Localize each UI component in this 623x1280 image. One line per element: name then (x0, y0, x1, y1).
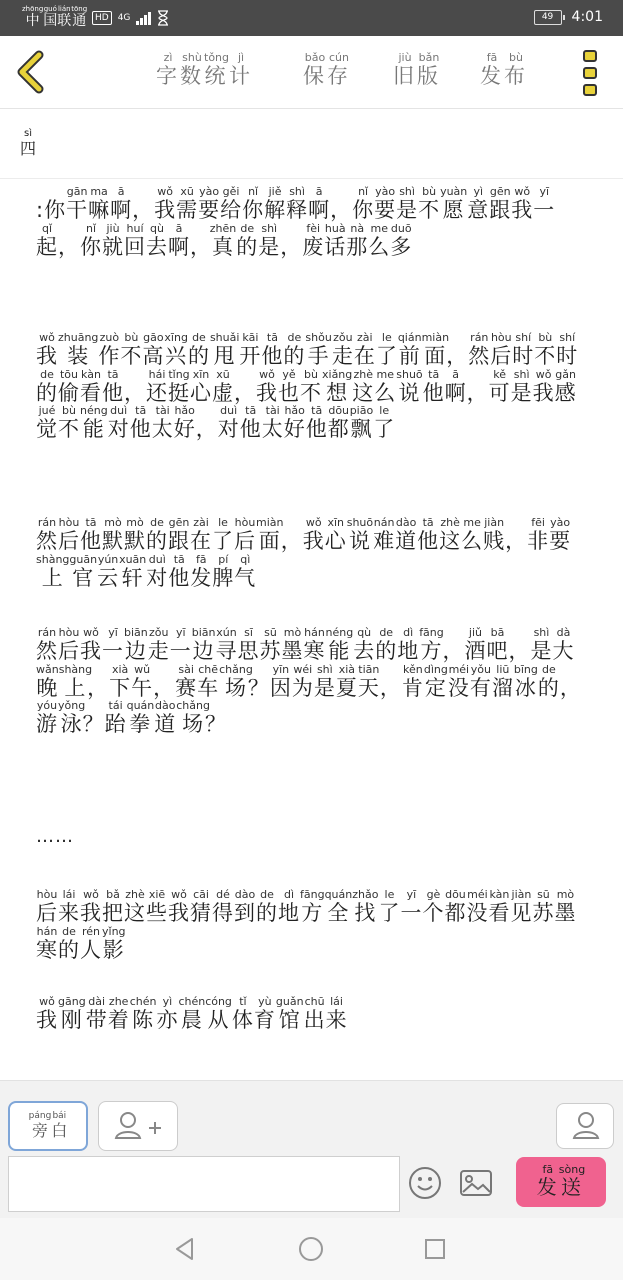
toolbar-action-char: 统tǒng (204, 51, 229, 88)
status-bar (0, 0, 623, 36)
story-char: 刚gāng (58, 995, 86, 1032)
story-char: 作zuò (98, 331, 121, 368)
story-char: 到dào (234, 888, 256, 925)
story-char: 他tā (239, 404, 262, 442)
story-char: 不bù (300, 367, 322, 405)
story-char: 想xiǎng (322, 367, 353, 405)
story-char: 可kě (488, 367, 511, 405)
story-char: 陈chén (129, 995, 157, 1032)
hd-badge: HD (92, 11, 112, 25)
story-char: 后hòu (490, 331, 513, 368)
story-char: 飘piāo (349, 404, 374, 442)
story-char: 育yù (253, 995, 276, 1032)
story-char: 啊ā (110, 185, 133, 222)
story-punctuation: ， (124, 380, 146, 405)
story-char: 我wǒ (80, 626, 102, 663)
story-char: 场chǎng (219, 662, 253, 700)
story-char: 就jiù (102, 221, 124, 259)
story-char: 为wéi (291, 662, 314, 700)
story-char: 了le (375, 331, 398, 368)
chapter-number (20, 128, 36, 159)
carrier-char: 中zhōng (22, 5, 44, 29)
story-char: 是shì (510, 367, 533, 405)
carrier-char: 联lián (57, 5, 72, 29)
story-char: 释shì (286, 185, 309, 222)
story-char: 他tā (261, 331, 284, 368)
story-char: 些xiē (146, 888, 168, 925)
story-char: 么me (374, 367, 397, 405)
story-char: 是shì (258, 221, 281, 259)
story-char: 我wǒ (168, 888, 190, 925)
story-char: 啊ā (308, 185, 331, 222)
input-panel (0, 1080, 623, 1219)
story-char: 拳quán (126, 699, 155, 737)
story-char: 没méi (466, 888, 489, 925)
story-punctuation: ， (195, 417, 218, 442)
story-punctuation: ？ (247, 675, 270, 700)
carrier-label (22, 5, 87, 28)
story-char: 云yún (97, 552, 120, 590)
carrier-char: 国guó (43, 5, 58, 29)
story-char: 要yào (374, 185, 397, 222)
story-char: 溜liū (491, 662, 514, 700)
network-label: 4G (117, 13, 131, 23)
story-char: 我wǒ (36, 331, 58, 368)
story-char: 场chǎng (176, 699, 210, 737)
story-char: 还hái (146, 367, 168, 405)
story-char: 发fā (190, 552, 213, 590)
story-char: 手shǒu (305, 331, 332, 368)
story-char: 走zǒu (147, 626, 170, 663)
triangle-back-icon[interactable] (172, 1236, 198, 1262)
story-char: 全quán (324, 888, 353, 925)
story-char: 废fèi (302, 221, 325, 259)
story-char: 晚wǎn (36, 662, 59, 700)
story-char: 道dào (154, 699, 177, 737)
publish-button[interactable] (480, 52, 528, 90)
story-char: 偷tōu (58, 367, 80, 405)
story-char: 轩xuān (119, 552, 147, 590)
story-punctuation: ， (234, 380, 256, 405)
story-char: 的de (256, 888, 278, 925)
story-punctuation: ， (559, 675, 582, 700)
user-icon (557, 1104, 615, 1150)
story-paragraph (36, 517, 596, 596)
story-char: 夏xià (335, 662, 358, 700)
story-char: 我wǒ (532, 367, 555, 405)
story-char: 对duì (107, 404, 130, 442)
story-char: 一yī (102, 626, 124, 663)
story-char: 好hǎo (283, 404, 306, 442)
story-char: 你nǐ (242, 185, 265, 222)
story-char: 官guān (69, 552, 98, 590)
story-char: 的de (187, 331, 210, 368)
story-char: 然rán (36, 626, 58, 663)
story-char: 高gāo (142, 331, 165, 368)
story-char: 寻xún (215, 626, 238, 663)
story-char: 赛sài (175, 662, 198, 700)
story-char: 说shuō (396, 367, 423, 405)
story-char: 多duō (390, 221, 413, 259)
story-char: 然rán (36, 516, 58, 553)
message-input[interactable] (8, 1156, 400, 1212)
story-char: 我wǒ (36, 995, 58, 1032)
story-char: 我wǒ (154, 185, 177, 222)
add-role-button[interactable] (98, 1101, 178, 1151)
story-punctuation: ， (280, 234, 303, 259)
toolbar-action-char: 版bǎn (417, 51, 441, 88)
clock: 4:01 (571, 9, 603, 25)
narration-button[interactable] (8, 1101, 88, 1151)
story-char: 道dào (395, 516, 418, 553)
story-char: 嘛ma (88, 185, 111, 222)
story-char: 有yǒu (469, 662, 492, 700)
story-char: 走zǒu (331, 331, 354, 368)
story-char: 我wǒ (80, 888, 102, 925)
story-char: 地dì (397, 626, 420, 663)
send-button[interactable] (516, 1157, 606, 1207)
story-char: 虚xū (212, 367, 234, 405)
story-char: 着zhe (107, 995, 130, 1032)
more-vertical-icon[interactable] (578, 48, 602, 98)
story-char: 的de (537, 662, 560, 700)
story-char: 感gǎn (554, 367, 577, 405)
story-char: 没méi (447, 662, 470, 700)
story-char: 体tǐ (231, 995, 254, 1032)
story-char: 是shì (396, 185, 419, 222)
story-char: 后hòu (36, 888, 58, 925)
story-char: 的de (375, 626, 398, 663)
story-char: 觉jué (36, 404, 58, 442)
story-char: 酒jiǔ (464, 626, 487, 663)
story-char: 猜cāi (190, 888, 212, 925)
story-char: 车chē (197, 662, 220, 700)
story-punctuation: ， (280, 529, 303, 553)
story-char: 人rén (80, 924, 102, 962)
story-char: 后hòu (58, 626, 80, 663)
story-char: 兴xīng (164, 331, 188, 368)
story-char: 他tā (422, 367, 445, 405)
story-punctuation: ， (132, 198, 155, 222)
send-label-char: 发fā (536, 1163, 559, 1199)
story-char: 他tā (305, 404, 328, 442)
story-char: 因yīn (269, 662, 292, 700)
story-char: 解jiě (264, 185, 287, 222)
story-char: 苏sū (532, 888, 555, 925)
story-char: 游yóu (36, 699, 58, 737)
carrier-char: 通tōng (71, 5, 88, 29)
story-char: 出chū (303, 995, 326, 1032)
story-punctuation: ， (190, 234, 212, 259)
story-char: 面miàn (256, 516, 284, 553)
story-char: 也yě (278, 367, 300, 405)
story-char: 这zhè (439, 516, 462, 553)
story-char: 真zhēn (209, 221, 237, 259)
story-paragraph (36, 186, 596, 265)
ellipsis-text: …… (36, 826, 74, 847)
story-char: 贱jiàn (483, 516, 506, 553)
editor-toolbar (0, 36, 623, 109)
story-punctuation: ， (379, 675, 402, 700)
story-char: 面miàn (421, 331, 450, 368)
story-char: 去qù (146, 221, 168, 259)
story-char: 都dōu (327, 404, 350, 442)
user-button[interactable] (556, 1103, 614, 1149)
story-char: 晨chén (178, 995, 206, 1032)
story-char: 方fāng (300, 888, 325, 925)
story-char: 不bù (418, 185, 441, 222)
story-char: 下xià (109, 662, 132, 700)
user-plus-icon (99, 1102, 179, 1152)
story-char: 挺tǐng (168, 367, 190, 405)
story-char: 一yī (169, 626, 192, 663)
story-char: 定dìng (423, 662, 448, 700)
story-char: 起qǐ (36, 221, 58, 259)
story-char: 得dé (212, 888, 234, 925)
story-char: 在zài (353, 331, 376, 368)
story-char: 他tā (417, 516, 440, 553)
story-char: 啊ā (444, 367, 467, 405)
story-char: 不bù (534, 331, 557, 368)
toolbar-action-char: 发fā (480, 51, 504, 88)
battery-icon (534, 10, 562, 25)
square-recents-icon[interactable] (424, 1238, 446, 1260)
save-button[interactable] (303, 52, 351, 90)
story-char: 那nà (346, 221, 369, 259)
story-char: 思sī (237, 626, 260, 663)
story-char: 默mò (124, 516, 146, 553)
narration-label-char: 旁páng (28, 1111, 52, 1140)
story-char: 边biān (124, 626, 148, 663)
story-paragraph (36, 996, 348, 1039)
story-char: 的de (283, 331, 306, 368)
story-char: 我wǒ (256, 367, 278, 405)
system-nav-bar (0, 1218, 623, 1280)
chapter-char: 四sì (20, 128, 37, 158)
story-punctuation: ， (330, 198, 353, 222)
story-char: 泳yǒng (58, 699, 86, 737)
story-char: 他tā (102, 367, 124, 405)
story-char: 对duì (217, 404, 240, 442)
story-char: 见jiàn (510, 888, 533, 925)
story-char: 找zhǎo (352, 888, 379, 925)
story-char: 时shí (556, 331, 579, 368)
image-icon[interactable] (458, 1167, 494, 1199)
story-char: 寒hán (303, 626, 326, 663)
story-char: 啊ā (168, 221, 190, 259)
story-char: 大dà (552, 626, 575, 663)
story-punctuation: ？ (204, 712, 227, 737)
story-char: 这zhè (352, 367, 375, 405)
story-char: 非fēi (527, 516, 550, 553)
story-char: 冰bīng (513, 662, 538, 700)
signal-icon (136, 11, 151, 25)
story-char: 的de (58, 924, 80, 962)
story-char: 跟gēn (489, 185, 512, 222)
story-char: 来lái (58, 888, 80, 925)
story-char: 的de (36, 367, 58, 405)
story-char: 好hǎo (173, 404, 196, 442)
story-char: 去qù (353, 626, 376, 663)
story-char: 影yǐng (102, 924, 126, 962)
story-char: 个gè (422, 888, 445, 925)
story-char: 他tā (80, 516, 102, 553)
story-char: 馆guǎn (275, 995, 304, 1032)
story-char: 么me (461, 516, 484, 553)
story-paragraph (36, 627, 596, 743)
story-punctuation: ？ (82, 712, 105, 737)
story-char: 装zhuāng (58, 331, 99, 368)
story-char: 方fāng (419, 626, 444, 663)
battery-level: 49 (541, 11, 554, 22)
story-char: 看kàn (488, 888, 511, 925)
story-char: 墨mò (554, 888, 577, 925)
story-char: 愿yuàn (440, 185, 468, 222)
story-char: 他tā (129, 404, 152, 442)
story-char: 把bǎ (102, 888, 124, 925)
circle-home-icon[interactable] (298, 1236, 324, 1262)
story-char: 的de (146, 516, 168, 553)
story-char: 跆tái (104, 699, 127, 737)
story-char: 甩shuǎi (209, 331, 240, 368)
story-char: 要yào (549, 516, 572, 553)
story-char: 后hòu (58, 516, 80, 553)
toolbar-action-char: 数shù (180, 51, 204, 88)
chevron-left-icon[interactable] (12, 50, 50, 94)
story-char: 心xīn (324, 516, 347, 553)
toolbar-action-char: 计jì (229, 51, 253, 88)
story-char: 需xū (176, 185, 199, 222)
story-char: 干gān (66, 185, 89, 222)
story-char: 话huà (324, 221, 347, 259)
story-char: 这zhè (124, 888, 146, 925)
hourglass-icon (157, 10, 169, 26)
story-punctuation: ， (442, 639, 465, 663)
story-char: 都dōu (444, 888, 467, 925)
story-punctuation: ， (58, 234, 80, 259)
story-char: 脾pí (212, 552, 235, 590)
old-version-button[interactable] (393, 52, 441, 90)
story-paragraph (36, 332, 596, 448)
story-char: 你nǐ (80, 221, 102, 259)
word-count-button[interactable] (156, 52, 253, 90)
story-char: 午wǔ (131, 662, 154, 700)
story-char: 说shuō (346, 516, 374, 553)
story-punctuation: ， (466, 380, 489, 405)
story-char: 气qì (234, 552, 257, 590)
story-char: 地dì (278, 888, 300, 925)
story-char: 了le (378, 888, 401, 925)
story-char: 亦yì (156, 995, 179, 1032)
story-char: 边biān (191, 626, 216, 663)
story-paragraph (36, 889, 596, 968)
story-char: 跟gēn (168, 516, 190, 553)
story-char: 吧bā (486, 626, 509, 663)
story-char: 意yì (467, 185, 490, 222)
toolbar-action-char: 字zì (156, 51, 180, 88)
story-char: 要yào (198, 185, 221, 222)
story-char: 一yī (533, 185, 556, 222)
story-char: 是shì (313, 662, 336, 700)
story-char: 我wǒ (511, 185, 534, 222)
story-char: 不bù (120, 331, 143, 368)
story-char: 他tā (168, 552, 191, 590)
story-char: 太tài (151, 404, 174, 442)
story-char: 苏sū (259, 626, 282, 663)
story-char: 了le (212, 516, 234, 553)
toolbar-action-char: 布bù (504, 51, 528, 88)
story-char: 看kàn (80, 367, 102, 405)
story-punctuation: :你 (36, 198, 67, 222)
story-char: 太tài (261, 404, 284, 442)
toolbar-action-char: 存cún (327, 51, 351, 88)
story-char: 开kāi (239, 331, 262, 368)
story-punctuation: ， (87, 675, 110, 700)
story-char: 能néng (80, 404, 108, 442)
story-char: 是shì (530, 626, 553, 663)
story-char: 墨mò (281, 626, 304, 663)
story-char: 来lái (325, 995, 348, 1032)
story-char: 上shàng (58, 662, 93, 700)
story-char: 天tiān (357, 662, 380, 700)
send-label-char: 送sòng (558, 1163, 586, 1199)
story-char: 然rán (468, 331, 491, 368)
smiley-icon[interactable] (407, 1165, 443, 1201)
story-char: 肯kěn (401, 662, 424, 700)
story-punctuation: ， (505, 529, 528, 553)
divider (0, 178, 623, 179)
story-char: 从cóng (205, 995, 232, 1032)
status-indicators (92, 10, 169, 26)
story-char: 时shí (512, 331, 535, 368)
story-punctuation: ， (508, 639, 531, 663)
story-char: 上shàng (36, 552, 70, 590)
story-char: 给gěi (220, 185, 243, 222)
story-char: 前qián (397, 331, 422, 368)
story-char: 后hòu (234, 516, 256, 553)
toolbar-action-char: 保bǎo (303, 51, 327, 88)
story-char: 不bù (58, 404, 80, 442)
story-punctuation: ， (153, 675, 176, 700)
story-punctuation: ， (446, 344, 469, 368)
story-char: 难nán (373, 516, 396, 553)
story-char: 的de (236, 221, 259, 259)
story-char: 么me (368, 221, 391, 259)
narration-label-char: 白bái (51, 1111, 68, 1140)
toolbar-action-char: 旧jiù (393, 51, 417, 88)
story-char: 回huí (124, 221, 146, 259)
story-char: 一yī (400, 888, 423, 925)
story-char: 了le (373, 404, 396, 442)
story-char: 寒hán (36, 924, 58, 962)
story-char: 能néng (325, 626, 354, 663)
story-char: 我wǒ (302, 516, 325, 553)
story-char: 对duì (146, 552, 169, 590)
story-char: 你nǐ (352, 185, 375, 222)
story-char: 心xīn (190, 367, 212, 405)
story-char: 带dài (85, 995, 108, 1032)
story-char: 默mò (102, 516, 124, 553)
story-char: 在zài (190, 516, 212, 553)
